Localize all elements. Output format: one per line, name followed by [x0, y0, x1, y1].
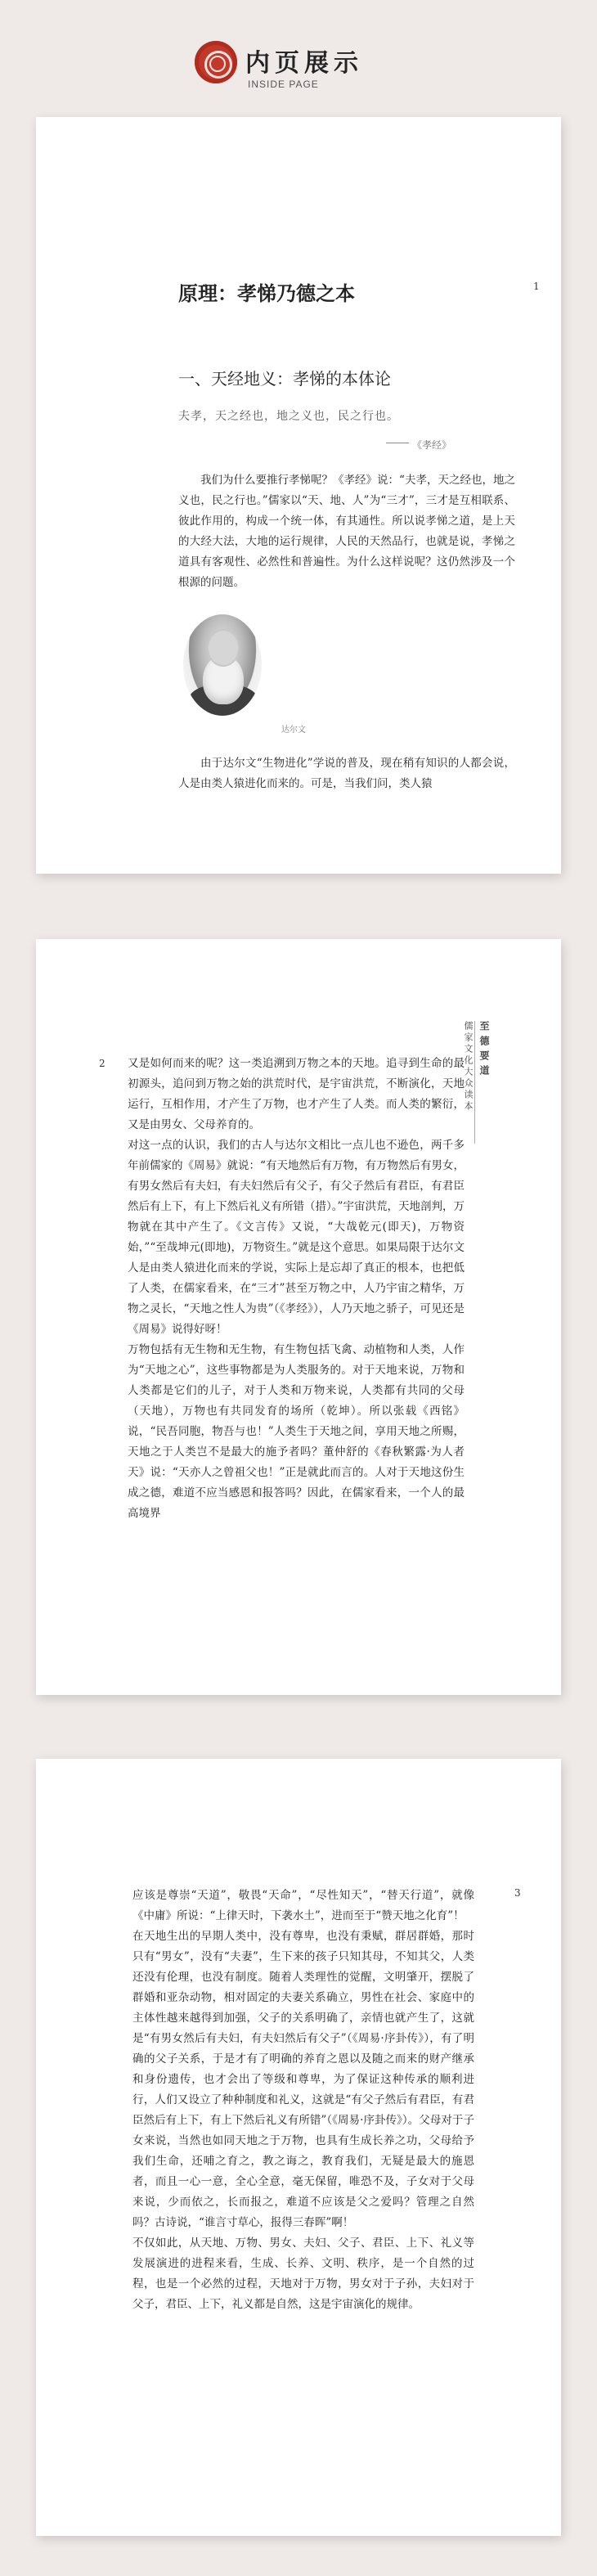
portrait-caption: 达尔文	[281, 726, 306, 735]
darwin-portrait-image	[183, 614, 262, 716]
running-header	[461, 1021, 506, 1160]
header-subtitle: INSIDE PAGE	[248, 79, 319, 90]
header-divider	[474, 1021, 475, 1144]
book-page-1	[36, 117, 561, 874]
book-title: 至德要道	[478, 1021, 490, 1080]
book-page-3	[36, 1759, 561, 2536]
series-name: 儒家文化大众读本	[463, 1021, 474, 1113]
header-title: 内页展示	[245, 49, 363, 78]
page-number: 2	[99, 1058, 105, 1069]
body-text: 又是如何而来的呢？这一类追溯到万物之本的天地。追寻到生命的最初源头，追问到万物之始的洪荒时代，是宇宙洪荒，不断演化，天地运行，互相作用，才产生了万物，也才产生了人类。而人类的繁衍，又是由男女、父母养育的。 对这一点的认识，我们的古人与达尔文相比一点儿也不逊色，两千多年前儒家的《周易》就说：“有天地然后有万物，有万物然后有男女，有男女然后有夫妇，有夫妇然后有父子，有父子然后有君臣，有君臣然后有上下，有上下然后礼义有所错（措）。”宇宙洪荒，天地剖判，万物就在其中产生了。《文言传》又说，“大哉乾元(即天)，万物资始，”“至哉坤元(即地)，万物资生。”就是这个意思。如果局限于达尔文人是由类人猿进化而来的学说，实际上是忘却了真正的根本，也把低了人类，在儒家看来，在“三才”甚至万物之中，人乃宇宙之精华，万物之灵长，“天地之性人为贵”（《孝经》），人乃天地之骄子，可见还是《周易》说得好呀！ 万物包括有无生物和无生物，有生物包括飞禽、动植物和人类，人作为“天地之心”，这些事物都是为人类服务的。对于天地来说，万物和人类都是它们的儿子，对于人类和万物来说，人类都有共同的父母（天地），万物也有共同发育的场所（乾坤）。所以张载《西铭》说，“民吾同胞，物吾与也！”人类生于天地之间，享用天地之所赐，天地之于人类岂不是最大的施予者吗？董仲舒的《春秋繁露·为人者天》说：“天亦人之曾祖父也！”正是就此而言的。人对于天地这份生成之德，难道不应当感恩和报答吗？因此，在儒家看来，一个人的最高境界	[128, 1057, 465, 1520]
body-text: 应该是尊崇“天道”，敬畏“天命”，“尽性知天”，“替天行道”，就像《中庸》所说：“上律天时，下袭水土”，进而至于“赞天地之化育”！ 在天地生出的早期人类中，没有尊卑，也没有秉赋，群居群婚，那时只有“男女”，没有“夫妻”，生下来的孩子只知其母，不知其父，人类还没有伦理，也没有制度。随着人类理性的觉醒，文明肇开，摆脱了群婚和亚杂动物，相对固定的夫妻关系确立，男性在社会、家庭中的主体性越来越得到加强，父子的关系明确了，亲情也就产生了，这就是“有男女然后有夫妇，有夫妇然后有父子”（《周易·序卦传》），有了明确的父子关系，于是才有了明确的养育之恩以及随之而来的财产继承和身份遗传，也才会出了等级和尊卑，为了保证这种传承的顺利进行，人们又设立了种种制度和礼义，这就是“有父子然后有君臣，有君臣然后有上下，有上下然后礼义有所错”（《周易·序卦传》）。父母对于子女来说，当然也如同天地之于万物，也具有生成长养之功，父母给予我们生命，还哺之育之，教之诲之，教育我们，无疑是最大的施恩者，而且一心一意，全心全意，毫无保留，唯恐不及，子女对于父母来说，少而依之，长而报之，难道不应该是父之爱吗？管理之自然吗？古诗说，“谁言寸草心，报得三春晖”啊！ 不仅如此，从天地、万物、男女、夫妇、父子、君臣、上下、礼义等发展演进的进程来看，生成、长养、文明、秩序，是一个自然的过程，也是一个必然的过程，天地对于万物，男女对于子孙，夫妇对于父子，君臣、上下，礼义都是自然，这是宇宙演化的规律。	[132, 1889, 474, 2311]
page-header	[0, 0, 597, 98]
chapter-title: 原理：孝悌乃德之本	[178, 281, 355, 305]
epigraph-source: 《孝经》	[412, 439, 452, 451]
page-number: 3	[514, 1887, 521, 1899]
body-paragraph: 由于达尔文“生物进化”学说的普及，现在稍有知识的人都会说，人是由类人猿进化而来的。可是，当我们问，类人猿	[178, 757, 515, 790]
seal-logo-icon	[195, 41, 237, 83]
body-paragraph: 我们为什么要推行孝悌呢？《孝经》说：“夫孝，天之经也，地之义也，民之行也。”儒家以“天、地、人”为“三才”，三才是互相联系、彼此作用的，构成一个统一体，有其通性。所以说孝悌之道，是上天的大经大法，大地的运行规律，人民的天然品行，也就是说，孝悌之道具有客观性、必然性和普遍性。为什么这样说呢？这仍然涉及一个根源的问题。	[178, 474, 515, 589]
page-number: 1	[533, 281, 540, 292]
section-title: 一、天经地义：孝悌的本体论	[178, 369, 391, 389]
epigraph-quote: 夫孝，天之经也，地之义也，民之行也。	[178, 410, 399, 423]
book-page-2	[36, 939, 561, 1695]
